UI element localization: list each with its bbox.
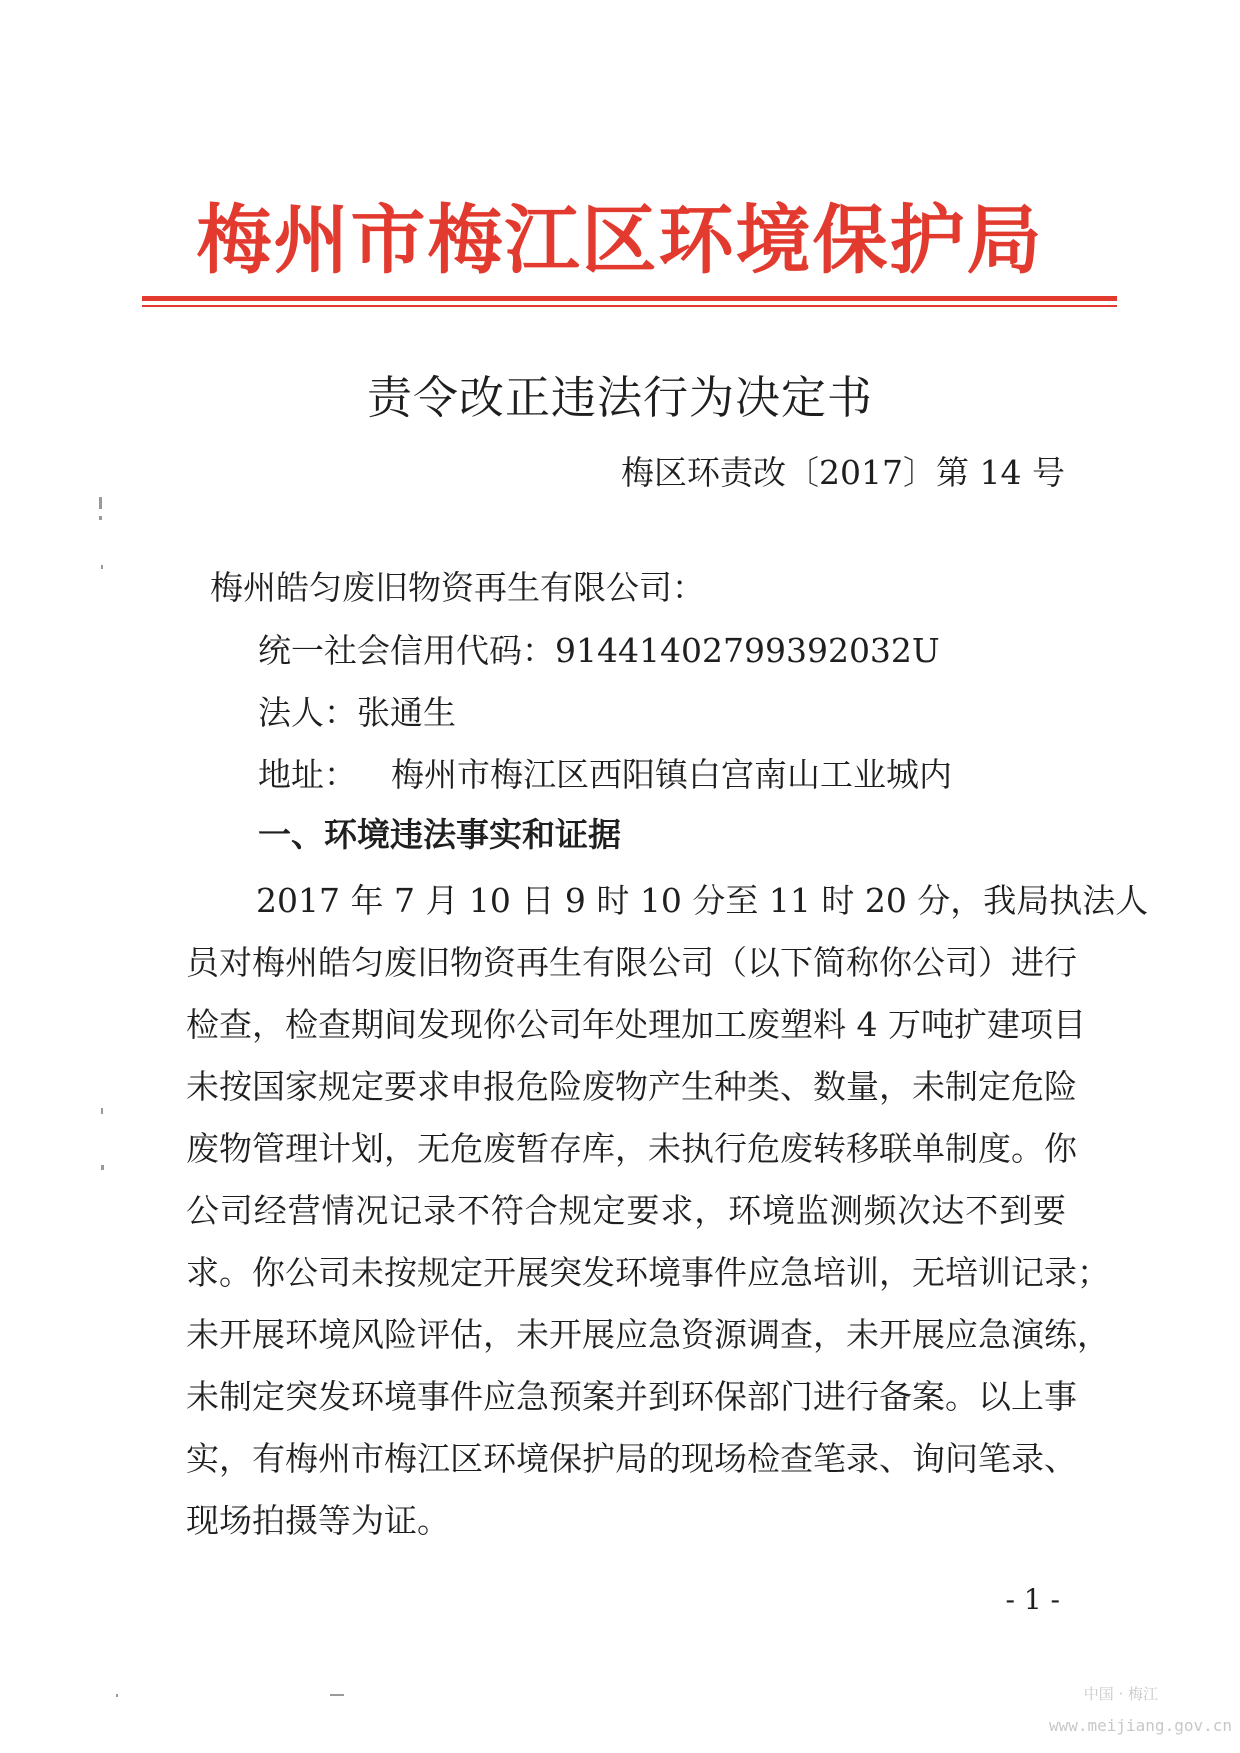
watermark-site-name: 中国 · 梅江	[1083, 1685, 1158, 1703]
paragraph-line: 求。你公司未按规定开展突发环境事件应急培训，无培训记录；	[186, 1253, 1110, 1292]
watermark-url: www.meijiang.gov.cn	[1048, 1716, 1232, 1735]
credit-code-value: 91441402799392032U	[555, 631, 940, 670]
paragraph-line: 未按国家规定要求申报危险废物产生种类、数量，未制定危险	[186, 1067, 1077, 1106]
agency-letterhead: 梅州市梅江区环境保护局	[196, 196, 1044, 284]
paragraph-line: 2017 年 7 月 10 日 9 时 10 分至 11 时 20 分，我局执法人	[256, 881, 1149, 920]
document-number: 梅区环责改〔2017〕第 14 号	[621, 453, 1065, 492]
paragraph-line: 员对梅州皓匀废旧物资再生有限公司（以下简称你公司）进行	[186, 943, 1077, 982]
scan-speck	[116, 1694, 118, 1697]
address-row	[258, 750, 952, 800]
paragraph-line: 未制定突发环境事件应急预案并到环保部门进行备案。以上事	[186, 1377, 1077, 1416]
document-title: 责令改正违法行为决定书	[366, 371, 873, 424]
paragraph-line: 实，有梅州市梅江区环境保护局的现场检查笔录、询问笔录、	[186, 1439, 1077, 1478]
address-label: 地址：	[258, 755, 357, 794]
credit-code-row	[258, 626, 940, 676]
credit-code-label: 统一社会信用代码：	[258, 631, 555, 670]
legal-person-label: 法人：	[258, 693, 357, 732]
legal-person-value: 张通生	[357, 693, 456, 732]
scan-speck	[330, 1694, 344, 1696]
letterhead-divider-thick	[142, 296, 1117, 301]
facts-paragraph	[186, 870, 1149, 1552]
paragraph-line: 公司经营情况记录不符合规定要求，环境监测频次达不到要	[186, 1191, 1066, 1230]
addressee: 梅州皓匀废旧物资再生有限公司：	[210, 568, 705, 607]
scan-speck	[101, 565, 103, 569]
paragraph-line: 检查，检查期间发现你公司年处理加工废塑料 4 万吨扩建项目	[186, 1005, 1086, 1044]
scan-speck	[101, 1108, 103, 1114]
page-number: - 1 -	[1005, 1583, 1060, 1616]
letterhead-divider-thin	[142, 305, 1117, 307]
scan-speck	[99, 516, 102, 520]
address-value: 梅州市梅江区西阳镇白宫南山工业城内	[391, 755, 952, 794]
legal-person-row	[258, 688, 456, 738]
scan-speck	[101, 1165, 104, 1170]
paragraph-line: 未开展环境风险评估，未开展应急资源调查，未开展应急演练，	[186, 1315, 1110, 1354]
paragraph-line: 废物管理计划，无危废暂存库，未执行危废转移联单制度。你	[186, 1129, 1077, 1168]
scan-speck	[99, 497, 102, 509]
paragraph-line: 现场拍摄等为证。	[186, 1501, 450, 1540]
section-heading: 一、环境违法事实和证据	[258, 815, 621, 854]
